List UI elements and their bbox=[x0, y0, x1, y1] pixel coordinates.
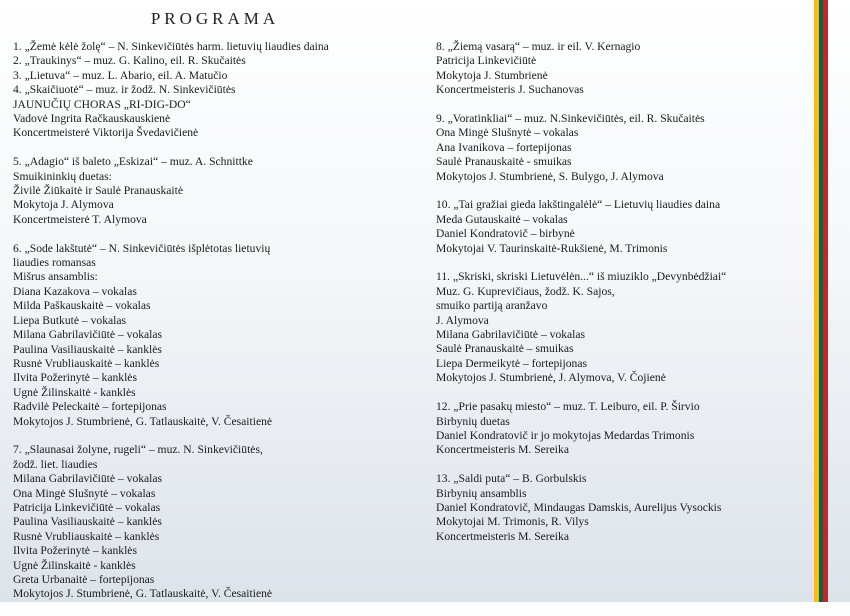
program-line: 12. „Prie pasakų miesto“ – muz. T. Leiburo, eil. P. Širvio bbox=[436, 400, 700, 414]
program-line: 13. „Saldi puta“ – B. Gorbulskis bbox=[436, 472, 587, 486]
program-item bbox=[436, 40, 806, 98]
program-line: Rusnė Vrubliauskaitė – kanklės bbox=[13, 529, 160, 543]
program-line: žodž. liet. liaudies bbox=[13, 457, 98, 471]
program-line: 10. „Tai gražiai gieda lakštingalėlė“ – Lietuvių liaudies daina bbox=[436, 198, 721, 212]
program-line: Greta Urbanaitė – fortepijonas bbox=[13, 572, 155, 586]
program-item bbox=[13, 443, 423, 601]
program-line: Koncertmeisteris M. Sereika bbox=[436, 529, 569, 543]
program-line: Mokytojos J. Stumbrienė, G. Tatlauskaitė, V. Česaitienė bbox=[13, 414, 273, 428]
program-line: J. Alymova bbox=[436, 313, 489, 327]
program-line: Mokytojos J. Stumbrienė, G. Tatlauskaitė, V. Česaitienė bbox=[13, 587, 273, 601]
program-line: liaudies romansas bbox=[13, 256, 96, 270]
program-item bbox=[436, 112, 806, 184]
program-line: Ana Ivanikova – fortepijonas bbox=[436, 140, 572, 154]
program-line: Ona Mingė Slušnytė – vokalas bbox=[13, 486, 156, 500]
program-line: 6. „Sode lakštutė“ – N. Sinkevičiūtės išplėtotas lietuvių bbox=[13, 241, 271, 255]
lithuanian-flag-stripe bbox=[814, 0, 828, 602]
program-line: 4. „Skaičiuotė“ – muz. ir žodž. N. Sinkevičiūtės bbox=[13, 83, 236, 97]
program-item bbox=[436, 472, 806, 544]
program-line: 7. „Slaunasai žolyne, rugeli“ – muz. N. Sinkevičiūtės, bbox=[13, 443, 263, 457]
program-line: Mišrus ansamblis: bbox=[13, 270, 98, 284]
program-line: Ilvita Požerinytė – kanklės bbox=[13, 371, 137, 385]
program-line: Milana Gabrilavičiūtė – vokalas bbox=[13, 472, 163, 486]
program-line: 9. „Voratinkliai“ – muz. N.Sinkevičiūtės, eil. R. Skučaitės bbox=[436, 112, 705, 126]
program-line: Liepa Butkutė – vokalas bbox=[13, 313, 127, 327]
program-line: Saulė Pranauskaitė – smuikas bbox=[436, 342, 574, 356]
program-line: Koncertmeisterė Viktorija Švedavičienė bbox=[13, 126, 199, 140]
program-line: Birbynių duetas bbox=[436, 414, 510, 428]
program-line: Mokytoja J. Alymova bbox=[13, 198, 114, 212]
program-line: Paulina Vasiliauskaitė – kanklės bbox=[13, 515, 162, 529]
program-line: Koncertmeisteris J. Suchanovas bbox=[436, 83, 584, 97]
program-line: Patricija Linkevičiūtė bbox=[436, 54, 537, 68]
program-line: Paulina Vasiliauskaitė – kanklės bbox=[13, 342, 162, 356]
program-line: 3. „Lietuva“ – muz. L. Abario, eil. A. Matučio bbox=[13, 68, 228, 82]
program-line: Koncertmeisteris M. Sereika bbox=[436, 443, 569, 457]
program-right-column bbox=[436, 40, 806, 559]
program-line: Saulė Pranauskaitė - smuikas bbox=[436, 155, 572, 169]
program-item bbox=[436, 198, 806, 256]
program-line: Ilvita Požerinytė – kanklės bbox=[13, 544, 137, 558]
program-line: Muz. G. Kuprevičiaus, žodž. K. Sajos, bbox=[436, 284, 615, 298]
program-line: Mokytoja J. Stumbrienė bbox=[436, 68, 548, 82]
program-left-column bbox=[13, 40, 423, 616]
program-line: 1. „Žemė kėlė žolę“ – N. Sinkevičiūtės harm. lietuvių liaudies daina bbox=[13, 40, 329, 53]
flag-stripe bbox=[823, 0, 828, 602]
program-item bbox=[13, 40, 423, 141]
program-line: Mokytojai V. Taurinskaitė-Rukšienė, M. Trimonis bbox=[436, 241, 668, 255]
program-line: Daniel Kondratovič – birbynė bbox=[436, 227, 575, 241]
program-line: Liepa Dermeikytė – fortepijonas bbox=[436, 356, 587, 370]
program-line: Meda Gutauskaitė – vokalas bbox=[436, 212, 568, 226]
program-line: Daniel Kondratovič, Mindaugas Damskis, Aurelijus Vysockis bbox=[436, 500, 722, 514]
program-line: Radvilė Peleckaitė – fortepijonas bbox=[13, 400, 167, 414]
program-line: Milana Gabrilavičiūtė – vokalas bbox=[13, 328, 163, 342]
program-line: Mokytojai M. Trimonis, R. Vilys bbox=[436, 515, 589, 529]
program-line: Daniel Kondratovič ir jo mokytojas Medardas Trimonis bbox=[436, 428, 695, 442]
program-item bbox=[13, 155, 423, 227]
program-line: 5. „Adagio“ iš baleto „Eskizai“ – muz. A. Schnittke bbox=[13, 155, 253, 169]
program-line: Vadovė Ingrita Račkauskauskienė bbox=[13, 112, 171, 126]
program-line: Milana Gabrilavičiūtė – vokalas bbox=[436, 328, 586, 342]
program-line: Mokytojos J. Stumbrienė, S. Bulygo, J. Alymova bbox=[436, 169, 664, 183]
program-line: Rusnė Vrubliauskaitė – kanklės bbox=[13, 356, 160, 370]
program-line: smuiko partiją aranžavo bbox=[436, 299, 548, 313]
program-line: Živilė Žiūkaitė ir Saulė Pranauskaitė bbox=[13, 184, 183, 198]
program-line: Patricija Linkevičiūtė – vokalas bbox=[13, 500, 161, 514]
program-line: JAUNUČIŲ CHORAS „RI-DIG-DO“ bbox=[13, 97, 191, 111]
program-line: Smuikininkių duetas: bbox=[13, 169, 112, 183]
program-line: Mokytojos J. Stumbrienė, J. Alymova, V. Čojienė bbox=[436, 371, 666, 385]
program-line: Diana Kazakova – vokalas bbox=[13, 284, 137, 298]
program-item bbox=[436, 400, 806, 458]
program-item bbox=[13, 242, 423, 429]
program-line: Ona Mingė Slušnytė – vokalas bbox=[436, 126, 579, 140]
program-line: Ugnė Žilinskaitė - kanklės bbox=[13, 558, 136, 572]
program-line: 2. „Traukinys“ – muz. G. Kalino, eil. R. Skučaitės bbox=[13, 54, 246, 68]
program-line: Milda Paškauskaitė – vokalas bbox=[13, 299, 151, 313]
program-line: Koncertmeisterė T. Alymova bbox=[13, 212, 147, 226]
program-item bbox=[436, 270, 806, 385]
program-line: 11. „Skriski, skriski Lietuvėlėn...“ iš miuziklo „Devynbėdžiai“ bbox=[436, 270, 727, 284]
program-title: PROGRAMA bbox=[150, 9, 280, 28]
program-line: 8. „Žiemą vasarą“ – muz. ir eil. V. Kernagio bbox=[436, 40, 641, 53]
program-line: Birbynių ansamblis bbox=[436, 486, 527, 500]
program-line: Ugnė Žilinskaitė - kanklės bbox=[13, 385, 136, 399]
